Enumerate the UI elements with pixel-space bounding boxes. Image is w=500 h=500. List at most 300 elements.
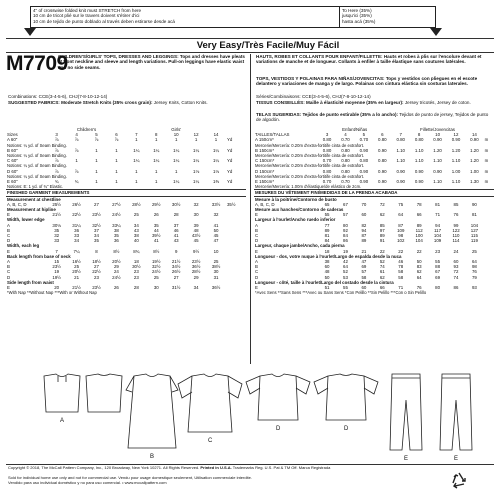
fabrics-en (8, 100, 246, 105)
yardage-cell: 1.20 (470, 158, 479, 164)
measure-cell: 25 (153, 274, 159, 280)
yardage-cell: 0.90 (414, 179, 424, 185)
measure-cell: 31½ (171, 285, 181, 291)
measure-cell: 34 (74, 238, 80, 244)
measure-cell: 87 (361, 233, 367, 239)
measure-cell: 91 (379, 238, 385, 244)
fabric-label: E 60" (7, 179, 18, 185)
measure-cell: 62 (379, 274, 385, 280)
fabrics-fr-head: TISSUS CONSEILLÉS: Maille à élasticité moyenne (35% en largeur): (256, 100, 404, 105)
measure-label: A, B, C, D (7, 201, 27, 207)
measure-cell: 26½ (171, 269, 181, 275)
measure-label: A (7, 222, 10, 228)
measure-cell: 34 (193, 285, 199, 291)
yardage-cell: ⅞ (94, 137, 99, 143)
measure-subhead: Longueur - côté, taille à l'ourlet/Largo del costado desde la cintura (255, 279, 394, 285)
yardage-cell: 0.70 (322, 158, 332, 164)
measure-cell: 74 (379, 264, 385, 270)
measure-cell: 74 (453, 274, 459, 280)
measure-cell: 34½ (171, 264, 181, 270)
size-cell: 7 (135, 132, 138, 138)
measure-cell: 71 (435, 212, 441, 218)
size-label: Sizes (7, 132, 18, 138)
measure-cell: 55 (324, 212, 330, 218)
size-cell: 8 (155, 132, 158, 138)
measure-cell: 32 (193, 201, 199, 207)
measure-cell: 34 (133, 222, 139, 228)
measure-cell: 62 (416, 269, 422, 275)
measure-cell: 23 (435, 248, 441, 254)
yardage-cell: ⅞ (114, 137, 119, 143)
yardage-cell: 1¼ (133, 147, 140, 153)
measure-extra-cell: 35½ (226, 201, 236, 207)
measure-cell: 23½ (92, 212, 101, 218)
measure-cell: 90 (471, 201, 477, 207)
size-group-children: Enfant/Niñas (342, 127, 368, 132)
measure-cell: 58 (398, 274, 404, 280)
yardage-cell: 1.30 (470, 179, 479, 185)
fabric-label: A 150cm* (255, 137, 274, 143)
measure-cell: 36 (113, 238, 119, 244)
yardage-cell: 0.90 (396, 179, 405, 185)
yardage-cell: 0.90 (359, 179, 369, 185)
gauge-line: 10 cm de tejido de punto doblado al través deben estirarse desde acá (33, 18, 175, 24)
yardage-cell: 1.20 (470, 147, 479, 153)
yardage-cell: 1 (155, 137, 158, 143)
measure-cell: 57 (343, 212, 348, 218)
measure-cell: 117 (434, 227, 442, 233)
measure-cell: 43 (173, 238, 179, 244)
stretch-gauge-to (340, 6, 436, 28)
measure-cell: 58 (398, 269, 404, 275)
yardage-cell: 0.80 (378, 137, 387, 143)
yardage-cell: 1.10 (396, 147, 405, 153)
yardage-cell: 1.10 (451, 158, 461, 164)
fabrics-en-body: Jersey Knits, Cotton Knits. (153, 100, 208, 105)
measure-cell: 55 (343, 285, 348, 291)
copyright-text: Copyright © 2018, The McCall Pattern Company, Inc., 120 Broadway, New York 10271. All Rights Reserved. (8, 465, 200, 470)
measure-cell: 78 (398, 264, 404, 270)
yardage-cell: 0.80 (359, 158, 369, 164)
measure-cell: 23 (94, 274, 99, 280)
size-group-girls: Fillette/Jovencitas (420, 127, 456, 132)
pattern-number: M7709 (6, 52, 68, 75)
fabric-label: B 60" (7, 147, 18, 153)
yardage-cell: 1.00 (451, 168, 461, 174)
yardage-cell: 1¼ (133, 158, 140, 164)
divider (6, 38, 494, 39)
measure-cell: 27 (94, 264, 99, 270)
yardage-cell: 1 (135, 168, 138, 174)
fabrics-fr (256, 100, 494, 105)
measure-cell: 7 (55, 248, 58, 254)
fabric-label: B 150cm* (255, 147, 275, 153)
measure-cell: 94 (435, 222, 441, 228)
yardage-cell: 1 (115, 179, 118, 185)
yardage-cell: ⅞ (74, 147, 79, 153)
unit-cell: m (484, 147, 489, 153)
measure-subhead: Width, each leg (7, 243, 40, 249)
size-cell: 10 (435, 132, 441, 138)
size-cell: 14 (471, 132, 477, 138)
view-label-b: B (150, 454, 155, 460)
measure-cell: 86 (343, 238, 348, 244)
measure-cell: 45 (213, 233, 219, 239)
measure-cell: 38 (113, 227, 119, 233)
measure-cell: 19½ (52, 274, 61, 280)
finished-measurements-heading: FINISHED GARMENT MEASUREMENTS (6, 190, 246, 196)
measure-cell: 30½ (132, 264, 141, 270)
measure-subhead: Measurement at hipline (7, 207, 56, 213)
measure-cell: 76 (416, 285, 422, 291)
measure-cell: 21½ (171, 259, 181, 265)
measure-cell: 60 (324, 264, 330, 270)
finished-measurements-heading: MESURES DU VÊTEMENT FINI/MEDIDAS DE LA PRENDA ACABADA (254, 190, 494, 196)
footer-copyright (8, 466, 428, 471)
unit-cell: Yd (226, 147, 233, 153)
yardage-cell: 1 (135, 137, 138, 143)
measure-cell: 24½ (112, 212, 121, 218)
measure-cell: 32½ (92, 222, 101, 228)
yardage-cell: 0.80 (341, 168, 350, 174)
fabrics-en-head: SUGGESTED FABRICS: Moderate Stretch Knits (35% cross grain): (8, 100, 153, 105)
yardage-cell: 0.80 (378, 158, 387, 164)
measure-label: D (255, 238, 259, 244)
measure-cell: 27 (173, 274, 179, 280)
yardage-cell: 0.90 (433, 137, 442, 143)
measure-cell: 55 (435, 259, 441, 265)
recycle-icon (448, 470, 470, 492)
yardage-cell: 0.90 (470, 137, 479, 143)
measure-cell: 89 (379, 233, 385, 239)
measure-cell: 76 (471, 269, 477, 275)
measure-cell: 85 (379, 222, 385, 228)
view-e-back-drawing (440, 374, 472, 450)
measure-cell: 53 (343, 274, 348, 280)
yardage-cell: 0.90 (396, 168, 405, 174)
measure-cell: 43 (133, 227, 139, 233)
measure-label: E (255, 248, 258, 254)
measure-cell: 69 (435, 274, 441, 280)
combinations-fr: Séries/Combinaisons: CCE(3-4-5-6), CHJ(7-8-10-12-14) (256, 94, 371, 99)
measure-cell: 60 (361, 212, 367, 218)
size-cell: 14 (213, 132, 219, 138)
notion-text: Notions: ¼ yd. of Seam Binding. (7, 173, 67, 179)
notion-text: Mercerie/Mercería: 0.20m d'extra-fortitife cinta de extrafort. (255, 163, 365, 169)
column-divider (250, 54, 251, 364)
description-es-text: TOPS, VESTIDOS Y POLAINAS PARA NIÑAS/JOVENCITAS: Tops y vestidos con pliegues en el escote delantero y variaciones de manga y de largo. Polainas con cintura elástica sin costuras laterales. (256, 76, 478, 87)
measure-cell: 97 (379, 227, 385, 233)
notion-text: Mercerie/Mercería: 1.00m d'élastique/de elástico de 2cm. (255, 184, 362, 190)
sold-text-es: Vendido para uso individual doméstico y no para uso comercial. • www.mccallpattern.com (8, 479, 167, 485)
measure-cell: 10 (213, 248, 219, 254)
measure-label: E (7, 212, 10, 218)
nap-note-row (254, 290, 494, 295)
notion-text: Mercerie/Mercería: 0.20m d'extra-fortitife cinta de extrafort. (255, 142, 365, 148)
measure-cell: 8½ (113, 248, 120, 254)
measure-cell: 24 (453, 248, 459, 254)
yardage-cell: ⅞ (54, 147, 59, 153)
notion-text: Notions: ¼ yd. of Seam Binding. (7, 142, 67, 148)
notion-text: Notions: ¼ yd. of Seam Binding. (7, 153, 67, 159)
measure-cell: 122 (452, 227, 460, 233)
gauge-line: hasta acá (35%) (342, 18, 376, 24)
measure-cell: 45 (193, 238, 199, 244)
yardage-cell: 1⅛ (193, 168, 200, 174)
measure-subhead: Back length from base of neck (7, 253, 71, 259)
measure-label: E (255, 212, 258, 218)
yardage-cell: 1.10 (396, 158, 405, 164)
difficulty-title: Very Easy/Très Facile/Muy Fácil (196, 40, 340, 51)
measure-cell: 22½ (72, 212, 81, 218)
yardage-cell: 0.70 (359, 137, 369, 143)
measure-cell: 7¼ (73, 248, 80, 254)
view-a-drawing (44, 374, 80, 412)
measure-cell: 48 (193, 227, 199, 233)
measure-cell: 31 (213, 274, 219, 280)
yardage-cell: 1 (174, 137, 178, 143)
measure-cell: 26 (153, 212, 159, 218)
measure-cell: 80 (343, 222, 348, 228)
measure-cell: 71 (398, 285, 404, 291)
measure-cell: 22 (379, 248, 385, 254)
measure-label: E (7, 248, 10, 254)
measure-cell: 127 (470, 227, 479, 233)
gauge-arrow-left-icon (24, 28, 36, 36)
measure-cell: 104 (433, 233, 442, 239)
yardage-cell: 1.00 (470, 168, 479, 174)
yardage-cell: 1¼ (153, 147, 160, 153)
measure-cell: 25 (471, 248, 477, 254)
yardage-cell: 1¼ (193, 158, 200, 164)
measure-cell: 46 (173, 227, 179, 233)
measure-cell: 18½ (92, 259, 101, 265)
divider (6, 52, 494, 53)
size-group-girls: Girls' (171, 127, 182, 132)
measure-cell: 89 (324, 227, 330, 233)
measure-cell: 37 (173, 222, 179, 228)
yardage-cell: 0.70 (341, 179, 350, 185)
yardage-cell: 1 (75, 158, 78, 164)
notion-text: Mercerie/Mercería: 0.20m d'extra-fortitife cinta de extrafort. (255, 173, 365, 179)
measure-cell: 23½ (92, 285, 101, 291)
size-cell: 4 (344, 132, 347, 138)
yardage-cell: 1.10 (414, 158, 424, 164)
measure-cell: 85 (453, 201, 459, 207)
printed-text: Printed in U.S.A. (200, 465, 232, 470)
gauge-line: To Here (35%) (342, 8, 372, 13)
unit-cell: m (484, 168, 489, 174)
measure-cell: 28 (133, 285, 139, 291)
yardage-cell: 0.70 (341, 137, 350, 143)
measure-cell: 9½ (193, 248, 200, 254)
yardage-cell: 1¼ (173, 147, 180, 153)
view-d-back-drawing (314, 374, 378, 420)
measure-cell: 38 (133, 233, 139, 239)
size-label: TAILLES/TALLAS (255, 132, 290, 138)
description-fr-text: HAUTS, ROBES ET COLLANTS POUR ENFANT/FILLETTE: Hauts et robes à plis sur l'encolure devant et variations de manche et de longueur. Collants à enfiler à taille élastique sans coutures latérales. (256, 54, 482, 65)
yardage-cell: ⅞ (74, 137, 79, 143)
measure-cell: 18 (133, 259, 139, 265)
measure-cell: 84 (324, 238, 330, 244)
measure-cell: 8¾ (133, 248, 140, 254)
measure-cell: 109 (397, 227, 405, 233)
measure-cell: 19½ (151, 259, 161, 265)
measure-cell: 82 (361, 222, 367, 228)
footer-sold (8, 476, 428, 486)
measure-subhead: Side length from waist (7, 279, 54, 285)
yardage-cell: 0.80 (322, 137, 332, 143)
measure-cell: 65 (324, 201, 330, 207)
measure-label: C (7, 233, 11, 239)
measure-cell: 25½ (52, 201, 61, 207)
measure-cell: 25 (213, 259, 219, 265)
yardage-cell: 0.80 (322, 147, 332, 153)
measure-label: A (255, 222, 258, 228)
yardage-cell: ¾ (54, 179, 59, 185)
measure-cell: 66 (379, 285, 385, 291)
measure-cell: 86 (453, 285, 459, 291)
yardage-cell: 1 (115, 168, 118, 174)
yardage-cell: 1¼ (212, 147, 220, 153)
measure-cell: 115 (470, 233, 478, 239)
measure-cell: 80 (435, 285, 441, 291)
measure-cell: 25 (133, 212, 139, 218)
measure-cell: 57 (361, 269, 367, 275)
yardage-cell: 1¼ (173, 179, 180, 185)
yardage-cell: 1 (95, 147, 98, 153)
measure-cell: 29 (193, 274, 199, 280)
yardage-cell: ⅞ (54, 168, 59, 174)
measure-cell: 22 (416, 248, 422, 254)
measure-cell: 21 (361, 248, 367, 254)
measure-cell: 31¼ (72, 222, 81, 228)
measure-cell: 64 (471, 259, 477, 265)
yardage-cell: 0.90 (378, 179, 387, 185)
measure-cell: 30⅛ (52, 222, 61, 228)
measure-cell: 46 (398, 259, 404, 265)
view-b-drawing (126, 374, 178, 448)
yardage-cell: 1¼ (173, 158, 180, 164)
measure-cell: 30 (193, 212, 199, 218)
size-table-imperial (6, 127, 246, 296)
measure-label: C (255, 233, 259, 239)
description-en (58, 54, 246, 70)
measure-subhead: Largeur à l'ourlet/Ancho ruedo inferior (255, 217, 336, 223)
measure-cell: 41 (153, 238, 159, 244)
measure-cell: 40 (133, 238, 139, 244)
measure-cell: 32½ (151, 264, 161, 270)
size-cell: 12 (193, 132, 199, 138)
fabric-label: C 60" (7, 158, 18, 164)
measure-label: B (7, 264, 10, 270)
unit-cell: Yd (226, 158, 233, 164)
measure-cell: 22 (398, 248, 404, 254)
measure-cell: 81 (471, 212, 477, 218)
measure-cell: 28½ (191, 269, 201, 275)
measure-cell: 87 (398, 222, 404, 228)
measure-label: B (255, 264, 258, 270)
measure-cell: 37 (94, 227, 99, 233)
size-table-metric (254, 127, 494, 296)
view-label-d: D (344, 426, 349, 432)
measure-cell: 19 (54, 269, 60, 275)
size-cell: 7 (399, 132, 402, 138)
measure-cell: 41 (213, 222, 219, 228)
yardage-cell: 0.80 (341, 147, 350, 153)
measure-cell: 33 (74, 233, 80, 239)
yardage-cell: ⅞ (54, 158, 59, 164)
measure-label: D (255, 274, 259, 280)
size-cell: 5 (362, 132, 366, 138)
measure-cell: 22½ (92, 269, 101, 275)
measure-cell: 94 (361, 227, 367, 233)
measure-cell: 20½ (112, 259, 121, 265)
measure-cell: 48 (324, 269, 330, 275)
yardage-cell: 1.10 (414, 147, 424, 153)
measure-cell: 34 (94, 233, 99, 239)
view-d-drawing (246, 374, 310, 420)
measure-cell: 24½ (112, 274, 121, 280)
yardage-cell: 1.10 (433, 158, 442, 164)
fabric-label: A 60" (7, 137, 18, 143)
measure-cell: 76 (453, 212, 459, 218)
measure-cell: 67 (343, 201, 348, 207)
measure-cell: 23½ (52, 264, 61, 270)
unit-cell: m (484, 137, 489, 143)
measure-cell: 36½ (211, 285, 221, 291)
measure-cell: 26½ (72, 201, 81, 207)
size-cell: 10 (173, 132, 179, 138)
measure-cell: 72 (379, 201, 385, 207)
yardage-cell: 1 (174, 168, 178, 174)
fabrics-es-head: TELAS SUGERIDAS: Tejidos de punto estirable (35% a lo ancho): (256, 112, 399, 117)
measure-cell: 78 (416, 201, 422, 207)
measure-cell: 23 (133, 274, 139, 280)
yardage-cell: ¾ (74, 179, 79, 185)
measure-cell: 30 (213, 269, 219, 275)
measure-cell: 28 (173, 212, 179, 218)
measure-cell: 19 (343, 248, 348, 254)
measure-cell: 50 (324, 274, 330, 280)
yardage-cell: 0.80 (396, 137, 405, 143)
size-group-children: Children's (76, 127, 97, 132)
view-label-a: A (60, 418, 65, 424)
measure-cell: 36 (74, 227, 80, 233)
view-label-e: E (404, 456, 409, 462)
measure-subhead: Measurement at chestline (7, 196, 61, 202)
measure-cell: 43½ (191, 233, 201, 239)
measure-cell: 39 (193, 222, 199, 228)
measure-cell: 112 (415, 227, 423, 233)
measure-cell: 102 (397, 238, 405, 244)
measure-cell: 99 (453, 222, 459, 228)
size-cell: 5 (95, 132, 98, 138)
nap-note: *Avec Sens **Sans Sens ***Avec ou Sans Sens *Con Pelillo **Sin Pelillo ***Con o Sin Pelillo (255, 290, 427, 296)
measure-cell: 88 (435, 264, 441, 270)
measure-cell: 98 (398, 233, 404, 239)
size-cell: 6 (115, 132, 118, 138)
measure-subhead: Mesure à la poitrine/Contorno de busto (255, 196, 337, 202)
measure-cell: 72 (453, 269, 459, 275)
measure-cell: 33¼ (112, 222, 121, 228)
measure-cell: 27 (94, 201, 99, 207)
yardage-cell: 1¼ (193, 179, 200, 185)
size-cell: 3 (325, 132, 329, 138)
yardage-cell: 1¼ (153, 158, 160, 164)
measure-cell: 35 (94, 238, 99, 244)
measure-cell: 52 (379, 259, 385, 265)
